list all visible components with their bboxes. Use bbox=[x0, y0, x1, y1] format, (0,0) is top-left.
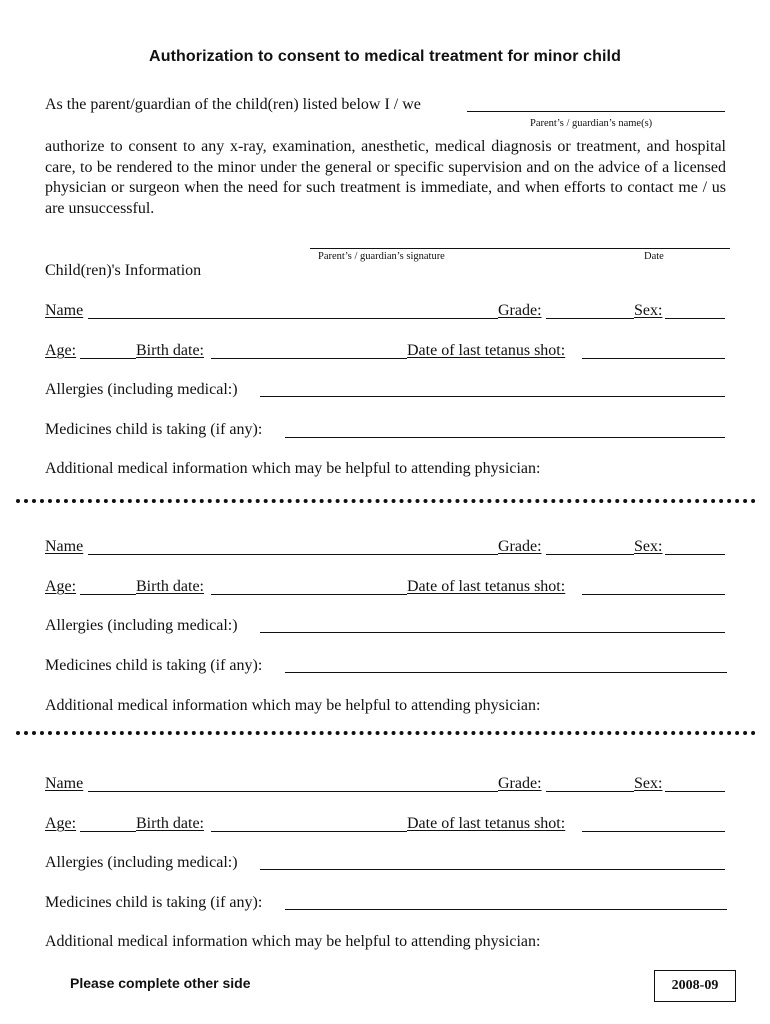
name-field[interactable] bbox=[88, 554, 498, 555]
additional-info-label: Additional medical information which may be helpful to attending physician: bbox=[45, 697, 541, 714]
additional-info-label: Additional medical information which may be helpful to attending physician: bbox=[45, 933, 541, 950]
sex-label: Sex: bbox=[634, 775, 663, 792]
birth-date-label: Birth date: bbox=[136, 815, 204, 832]
allergies-label: Allergies (including medical:) bbox=[45, 854, 238, 871]
signature-caption: Parent’s / guardian’s signature bbox=[318, 251, 445, 262]
allergies-field[interactable] bbox=[260, 632, 725, 633]
birth-date-field[interactable] bbox=[211, 831, 407, 832]
tetanus-field[interactable] bbox=[582, 831, 725, 832]
authorization-paragraph: authorize to consent to any x-ray, examination, anesthetic, medical diagnosis or treatment, and hospital care, to be rendered to the minor under the general or specific supervision and on the advice of a licensed physician or surgeon when the need for such treatment is immediate, and when efforts to contact me / us are unsuccessful. bbox=[45, 138, 726, 217]
tetanus-field[interactable] bbox=[582, 594, 725, 595]
grade-label: Grade: bbox=[498, 302, 542, 319]
allergies-label: Allergies (including medical:) bbox=[45, 617, 238, 634]
birth-date-label: Birth date: bbox=[136, 342, 204, 359]
grade-label: Grade: bbox=[498, 538, 542, 555]
additional-info-label: Additional medical information which may be helpful to attending physician: bbox=[45, 460, 541, 477]
tetanus-label: Date of last tetanus shot: bbox=[407, 578, 566, 595]
age-label: Age: bbox=[45, 815, 77, 832]
sex-field[interactable] bbox=[665, 791, 725, 792]
age-field[interactable] bbox=[80, 594, 136, 595]
parent-name-field[interactable] bbox=[467, 111, 725, 112]
age-field[interactable] bbox=[80, 831, 136, 832]
date-caption: Date bbox=[644, 251, 664, 262]
sex-label: Sex: bbox=[634, 538, 663, 555]
sex-field[interactable] bbox=[665, 554, 725, 555]
age-label: Age: bbox=[45, 342, 77, 359]
name-label: Name bbox=[45, 775, 84, 792]
medicines-field[interactable] bbox=[285, 672, 727, 673]
allergies-field[interactable] bbox=[260, 869, 725, 870]
cut-line-divider bbox=[16, 731, 756, 735]
medicines-label: Medicines child is taking (if any): bbox=[45, 657, 263, 674]
signature-field[interactable] bbox=[310, 248, 730, 249]
tetanus-label: Date of last tetanus shot: bbox=[407, 342, 566, 359]
grade-field[interactable] bbox=[546, 791, 634, 792]
allergies-field[interactable] bbox=[260, 396, 725, 397]
sex-field[interactable] bbox=[665, 318, 725, 319]
form-code-box: 2008-09 bbox=[654, 970, 736, 1002]
tetanus-field[interactable] bbox=[582, 358, 725, 359]
age-label: Age: bbox=[45, 578, 77, 595]
parent-name-caption: Parent’s / guardian’s name(s) bbox=[530, 118, 653, 129]
intro-text: As the parent/guardian of the child(ren) listed below I / we bbox=[45, 96, 421, 113]
grade-field[interactable] bbox=[546, 554, 634, 555]
sex-label: Sex: bbox=[634, 302, 663, 319]
birth-date-label: Birth date: bbox=[136, 578, 204, 595]
birth-date-field[interactable] bbox=[211, 594, 407, 595]
name-field[interactable] bbox=[88, 791, 498, 792]
medicines-field[interactable] bbox=[285, 909, 727, 910]
tetanus-label: Date of last tetanus shot: bbox=[407, 815, 566, 832]
name-label: Name bbox=[45, 302, 84, 319]
cut-line-divider bbox=[16, 499, 756, 503]
medicines-label: Medicines child is taking (if any): bbox=[45, 421, 263, 438]
children-heading: Child(ren)'s Information bbox=[45, 262, 202, 279]
allergies-label: Allergies (including medical:) bbox=[45, 381, 238, 398]
name-field[interactable] bbox=[88, 318, 498, 319]
age-field[interactable] bbox=[80, 358, 136, 359]
name-label: Name bbox=[45, 538, 84, 555]
medicines-field[interactable] bbox=[285, 437, 725, 438]
footer-note: Please complete other side bbox=[70, 975, 251, 991]
grade-label: Grade: bbox=[498, 775, 542, 792]
birth-date-field[interactable] bbox=[211, 358, 407, 359]
grade-field[interactable] bbox=[546, 318, 634, 319]
form-title: Authorization to consent to medical treatment for minor child bbox=[149, 48, 621, 65]
medicines-label: Medicines child is taking (if any): bbox=[45, 894, 263, 911]
